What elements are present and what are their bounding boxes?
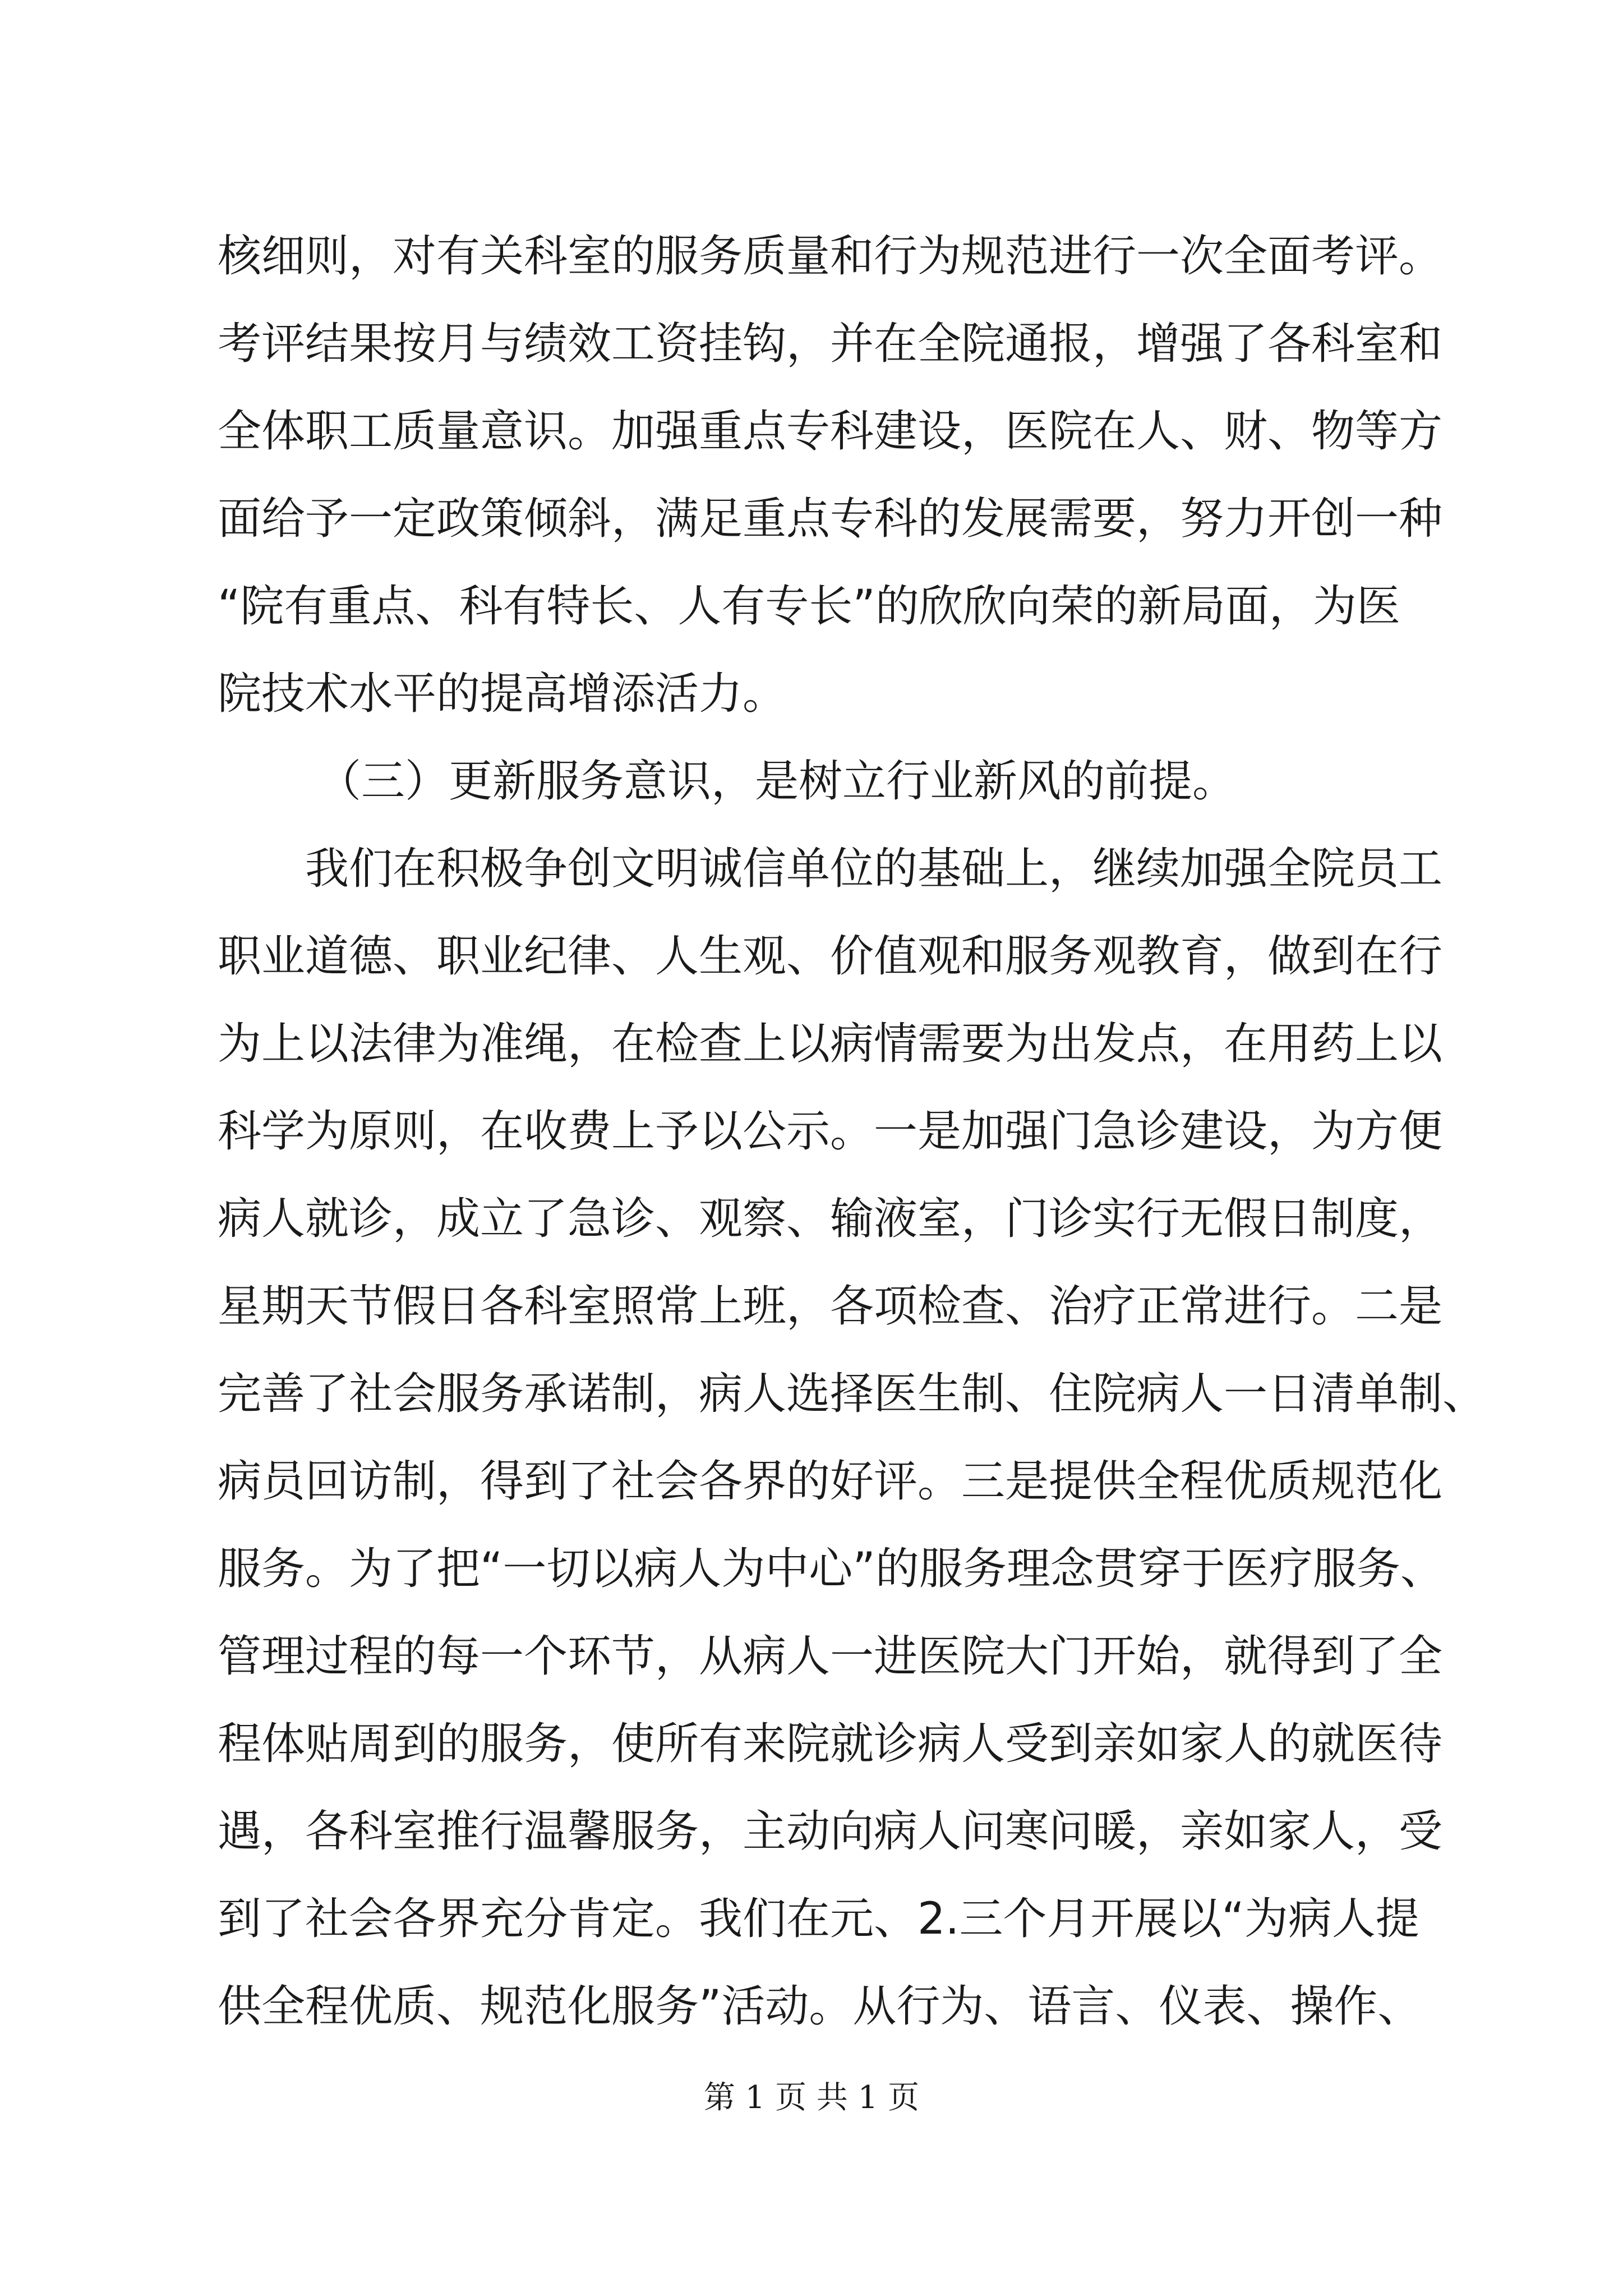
- text-line: 到了社会各界充分肯定。我们在元、2.三个月开展以“为病人提: [218, 1894, 1419, 1944]
- text-line: 考评结果按月与绩效工资挂钩，并在全院通报，增强了各科室和: [218, 319, 1443, 369]
- text-line: 完善了社会服务承诺制，病人选择医生制、住院病人一日清单制、: [218, 1369, 1487, 1419]
- text-line: 管理过程的每一个环节，从病人一进医院大门开始，就得到了全: [218, 1631, 1443, 1682]
- text-line: 职业道德、职业纪律、人生观、价值观和服务观教育，做到在行: [218, 931, 1443, 982]
- text-line: 星期天节假日各科室照常上班，各项检查、治疗正常进行。二是: [218, 1281, 1443, 1332]
- text-line: 核细则，对有关科室的服务质量和行为规范进行一次全面考评。: [218, 231, 1443, 282]
- text-line: 面给予一定政策倾斜，满足重点专科的发展需要，努力开创一种: [218, 494, 1443, 544]
- text-line: 遇，各科室推行温馨服务，主动向病人问寒问暖，亲如家人，受: [218, 1806, 1443, 1857]
- text-line: 服务。为了把“一切以病人为中心”的服务理念贯穿于医疗服务、: [218, 1544, 1444, 1594]
- text-line: 为上以法律为准绳，在检查上以病情需要为出发点，在用药上以: [218, 1019, 1443, 1069]
- text-line: 病人就诊，成立了急诊、观察、输液室，门诊实行无假日制度，: [218, 1194, 1443, 1244]
- text-line: 院技术水平的提高增添活力。: [218, 669, 787, 719]
- text-line: “院有重点、科有特长、人有专长”的欣欣向荣的新局面，为医: [218, 581, 1400, 632]
- text-line: 科学为原则，在收费上予以公示。一是加强门急诊建设，为方便: [218, 1106, 1443, 1157]
- page-number-footer: 第 1 页 共 1 页: [703, 2079, 920, 2116]
- paragraph-start: 我们在积极争创文明诚信单位的基础上，继续加强全院员工: [305, 844, 1443, 894]
- section-heading: （三）更新服务意识，是树立行业新风的前提。: [317, 756, 1237, 807]
- text-line: 供全程优质、规范化服务”活动。从行为、语言、仪表、操作、: [218, 1981, 1422, 2032]
- text-line: 病员回访制，得到了社会各界的好评。三是提供全程优质规范化: [218, 1456, 1443, 1507]
- text-line: 全体职工质量意识。加强重点专科建设，医院在人、财、物等方: [218, 406, 1443, 457]
- text-line: 程体贴周到的服务，使所有来院就诊病人受到亲如家人的就医待: [218, 1719, 1443, 1769]
